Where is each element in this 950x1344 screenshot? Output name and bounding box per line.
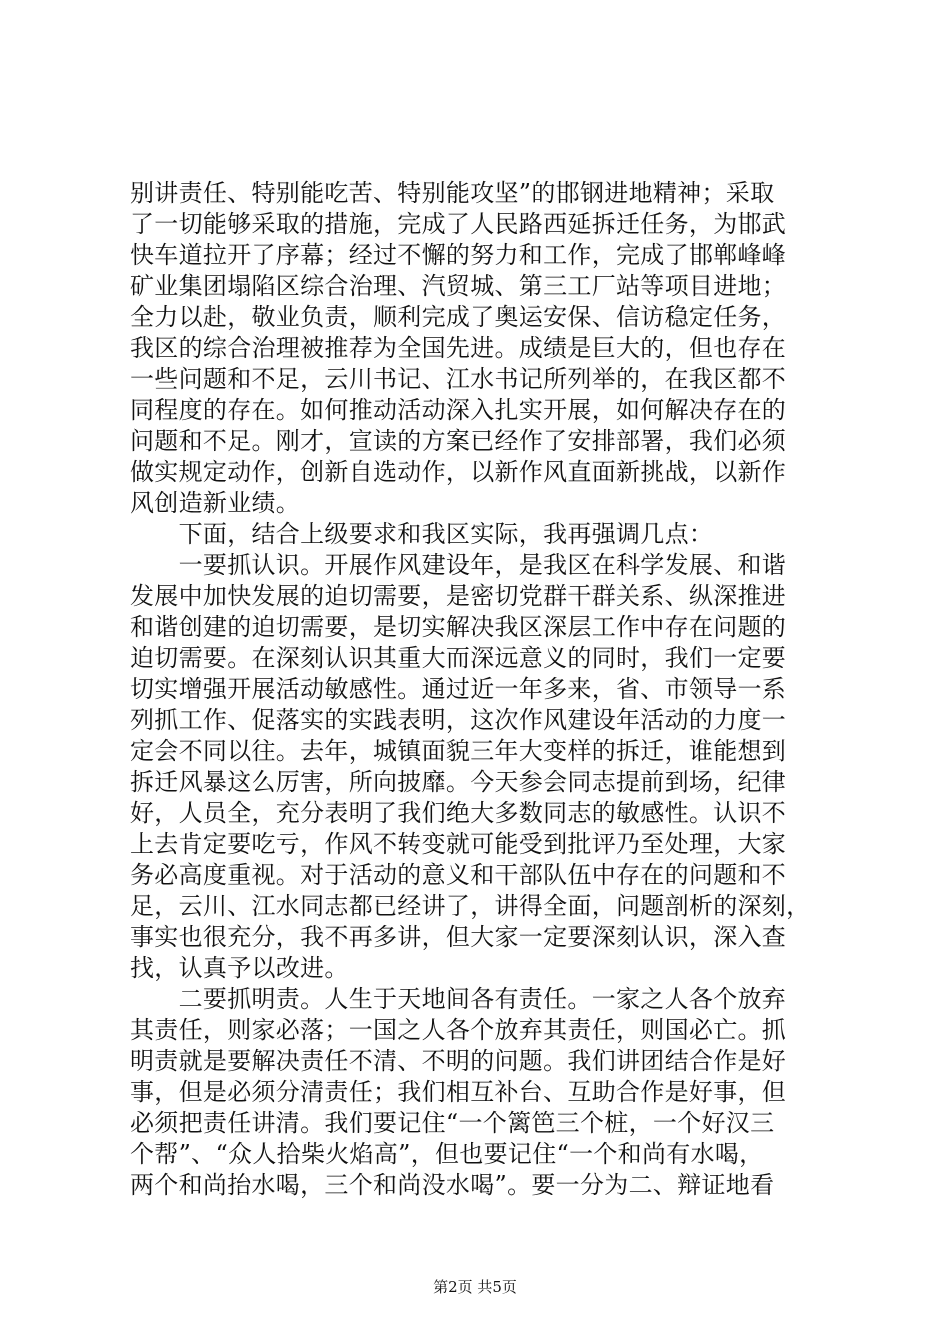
text-line: 务必高度重视。对于活动的意义和干部队伍中存在的问题和不 — [130, 861, 787, 889]
text-line: 和谐创建的迫切需要，是切实解决我区深层工作中存在问题的 — [130, 613, 787, 641]
text-line: 迫切需要。在深刻认识其重大而深远意义的同时，我们一定要 — [130, 644, 787, 672]
text-line: 一些问题和不足，云川书记、江水书记所列举的，在我区都不 — [130, 365, 787, 393]
text-line: 明责就是要解决责任不清、不明的问题。我们讲团结合作是好 — [130, 1047, 787, 1075]
text-line: 风创造新业绩。 — [130, 489, 301, 517]
text-line: 列抓工作、促落实的实践表明，这次作风建设年活动的力度一 — [130, 706, 787, 734]
text-line: 定会不同以往。去年，城镇面貌三年大变样的拆迁，谁能想到 — [130, 737, 787, 765]
text-line: 个帮”、“众人拾柴火焰高”，但也要记住“一个和尚有水喝， — [130, 1140, 764, 1168]
text-line: 拆迁风暴这么厉害，所向披靡。今天参会同志提前到场，纪律 — [130, 768, 787, 796]
text-line: 发展中加快发展的迫切需要，是密切党群干群关系、纵深推进 — [130, 582, 787, 610]
text-line: 必须把责任讲清。我们要记住“一个篱笆三个桩，一个好汉三 — [130, 1109, 775, 1137]
text-line: 二要抓明责。人生于天地间各有责任。一家之人各个放弃 — [130, 985, 787, 1013]
text-line: 切实增强开展活动敏感性。通过近一年多来，省、市领导一系 — [130, 675, 787, 703]
text-line: 其责任，则家必落；一国之人各个放弃其责任，则国必亡。抓 — [130, 1016, 787, 1044]
text-line: 别讲责任、特别能吃苦、特别能攻坚”的邯钢进地精神；采取 — [130, 179, 775, 207]
text-line: 同程度的存在。如何推动活动深入扎实开展，如何解决存在的 — [130, 396, 787, 424]
text-line: 做实规定动作，创新自选动作，以新作风直面新挑战，以新作 — [130, 458, 787, 486]
text-line: 快车道拉开了序幕；经过不懈的努力和工作，完成了邯郸峰峰 — [130, 241, 787, 269]
text-line: 上去肯定要吃亏，作风不转变就可能受到批评乃至处理，大家 — [130, 830, 787, 858]
text-line: 事，但是必须分清责任；我们相互补台、互助合作是好事，但 — [130, 1078, 787, 1106]
text-line: 下面，结合上级要求和我区实际，我再强调几点： — [130, 520, 714, 548]
text-line: 全力以赴，敬业负责，顺利完成了奥运安保、信访稳定任务， — [130, 303, 787, 331]
text-line: 一要抓认识。开展作风建设年，是我区在科学发展、和谐 — [130, 551, 787, 579]
text-line: 好，人员全，充分表明了我们绝大多数同志的敏感性。认识不 — [130, 799, 787, 827]
text-line: 找，认真予以改进。 — [130, 954, 349, 982]
text-line: 足，云川、江水同志都已经讲了，讲得全面，问题剖析的深刻， — [130, 892, 811, 920]
page-footer: 第2页 共5页 — [433, 1278, 517, 1296]
body-text — [130, 178, 830, 1201]
text-line: 了一切能够采取的措施，完成了人民路西延拆迁任务，为邯武 — [130, 210, 787, 238]
text-line: 事实也很充分，我不再多讲，但大家一定要深刻认识，深入查 — [130, 923, 787, 951]
text-line: 问题和不足。刚才，宣读的方案已经作了安排部署，我们必须 — [130, 427, 787, 455]
text-line: 我区的综合治理被推荐为全国先进。成绩是巨大的，但也存在 — [130, 334, 787, 362]
text-line: 矿业集团塌陷区综合治理、汽贸城、第三工厂站等项目进地； — [130, 272, 787, 300]
text-line: 两个和尚抬水喝，三个和尚没水喝”。要一分为二、辩证地看 — [130, 1171, 775, 1199]
